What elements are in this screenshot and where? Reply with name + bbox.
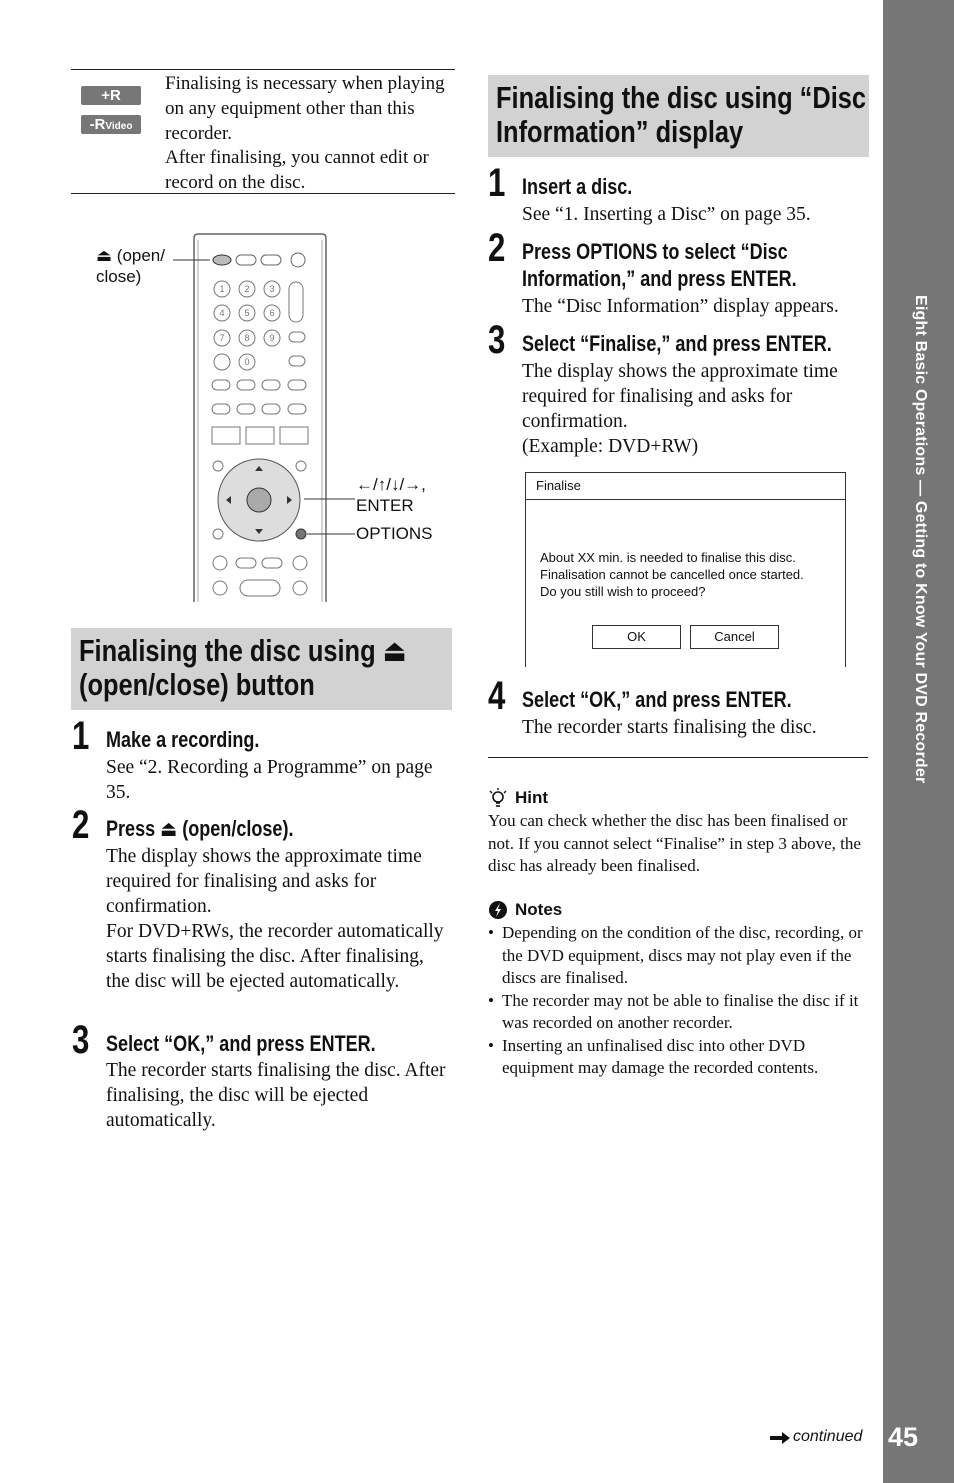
- table-description: Finalising is necessary when playing on any equipment other than this recorder. After finalising, you cannot edit or record on the disc.: [165, 73, 445, 194]
- continued-label: continued: [793, 1428, 863, 1445]
- options-label: OPTIONS: [356, 524, 433, 543]
- divider: [488, 757, 868, 758]
- continued-arrow-icon: [770, 1431, 792, 1445]
- step-number: 3: [488, 318, 506, 362]
- list-item: • The recorder may not be able to finalise the disc if it was recorded on another recorder.: [488, 990, 866, 1035]
- notes-list: [488, 922, 866, 1080]
- step-number: 1: [488, 161, 506, 205]
- hint-icon: [488, 788, 508, 808]
- step-body: The display shows the approximate time required for finalising and asks for confirmation. (Example: DVD+RW): [522, 361, 838, 457]
- svg-text:8: 8: [244, 333, 250, 343]
- callout-lines: [170, 255, 360, 545]
- step-title: Select “Finalise,” and press ENTER.: [522, 331, 832, 356]
- svg-text:1: 1: [219, 284, 225, 294]
- step-body: The “Disc Information” display appears.: [522, 296, 839, 317]
- step-body: The recorder starts finalising the disc.: [522, 717, 817, 738]
- minus-r-video-badge: -RVideo: [81, 115, 141, 134]
- svg-text:6: 6: [269, 308, 275, 318]
- step-body: The recorder starts finalising the disc. After finalising, the disc will be ejected automatically.: [106, 1060, 446, 1131]
- list-item: • Inserting an unfinalised disc into other DVD equipment may damage the recorded contents.: [488, 1035, 866, 1080]
- step-title: Select “OK,” and press ENTER.: [106, 1031, 376, 1056]
- dialog-cancel-button[interactable]: Cancel: [690, 625, 779, 649]
- side-tab: [883, 0, 954, 1483]
- step-title: Insert a disc.: [522, 174, 633, 199]
- step-title: Select “OK,” and press ENTER.: [522, 687, 792, 712]
- step-number: 2: [488, 226, 506, 270]
- dialog-title: Finalise: [536, 478, 581, 493]
- svg-text:2: 2: [244, 284, 250, 294]
- step-title: Make a recording.: [106, 727, 260, 752]
- section-heading-left: Finalising the disc using ⏏ (open/close) button: [71, 628, 452, 710]
- svg-text:7: 7: [219, 333, 225, 343]
- notes-title: Notes: [515, 900, 563, 919]
- step-number: 1: [72, 714, 90, 758]
- step-number: 2: [72, 803, 90, 847]
- plus-r-badge: +R: [81, 86, 141, 105]
- page-number: 45: [887, 1422, 919, 1452]
- svg-text:0: 0: [244, 357, 250, 367]
- step-number: 4: [488, 674, 506, 718]
- step-title: Press OPTIONS to select “Disc Information,” and press ENTER.: [522, 239, 797, 291]
- dialog-message: About XX min. is needed to finalise this disc. Finalisation cannot be cancelled once started. Do you still wish to proceed?: [540, 550, 804, 599]
- svg-text:4: 4: [219, 308, 225, 318]
- hint-text: You can check whether the disc has been finalised or not. If you cannot select “Finalise” in step 3 above, the disc has already been finalised.: [488, 811, 861, 875]
- side-tab-text: Eight Basic Operations — Getting to Know Your DVD Recorder: [911, 295, 929, 784]
- svg-text:9: 9: [269, 333, 275, 343]
- dialog-title-bar: [526, 473, 845, 500]
- step-number: 3: [72, 1018, 90, 1062]
- svg-text:5: 5: [244, 308, 250, 318]
- open-close-label: ⏏ (open/ close): [96, 246, 165, 286]
- arrows-label: ←/↑/↓/→,: [356, 475, 426, 494]
- enter-label: ENTER: [356, 496, 414, 515]
- hint-title: Hint: [515, 788, 549, 807]
- step-body: The display shows the approximate time required for finalising and asks for confirmation. For DVD+RWs, the recorder automatically starts finalising the disc. After finalising, the disc will be ejected automatically.: [106, 846, 444, 992]
- step-title: Press ⏏ (open/close).: [106, 816, 294, 841]
- step-body: See “1. Inserting a Disc” on page 35.: [522, 204, 811, 225]
- svg-text:3: 3: [269, 284, 275, 294]
- list-item: • Depending on the condition of the disc, recording, or the DVD equipment, discs may not play even if the discs are finalised.: [488, 922, 866, 990]
- step-body: See “2. Recording a Programme” on page 35.: [106, 757, 433, 803]
- dialog-ok-button[interactable]: OK: [592, 625, 681, 649]
- table-top-rule: [71, 69, 455, 70]
- notes-icon: [488, 900, 508, 920]
- finalise-dialog: [525, 472, 846, 667]
- section-heading-right: Finalising the disc using “Disc Information” display: [488, 75, 869, 157]
